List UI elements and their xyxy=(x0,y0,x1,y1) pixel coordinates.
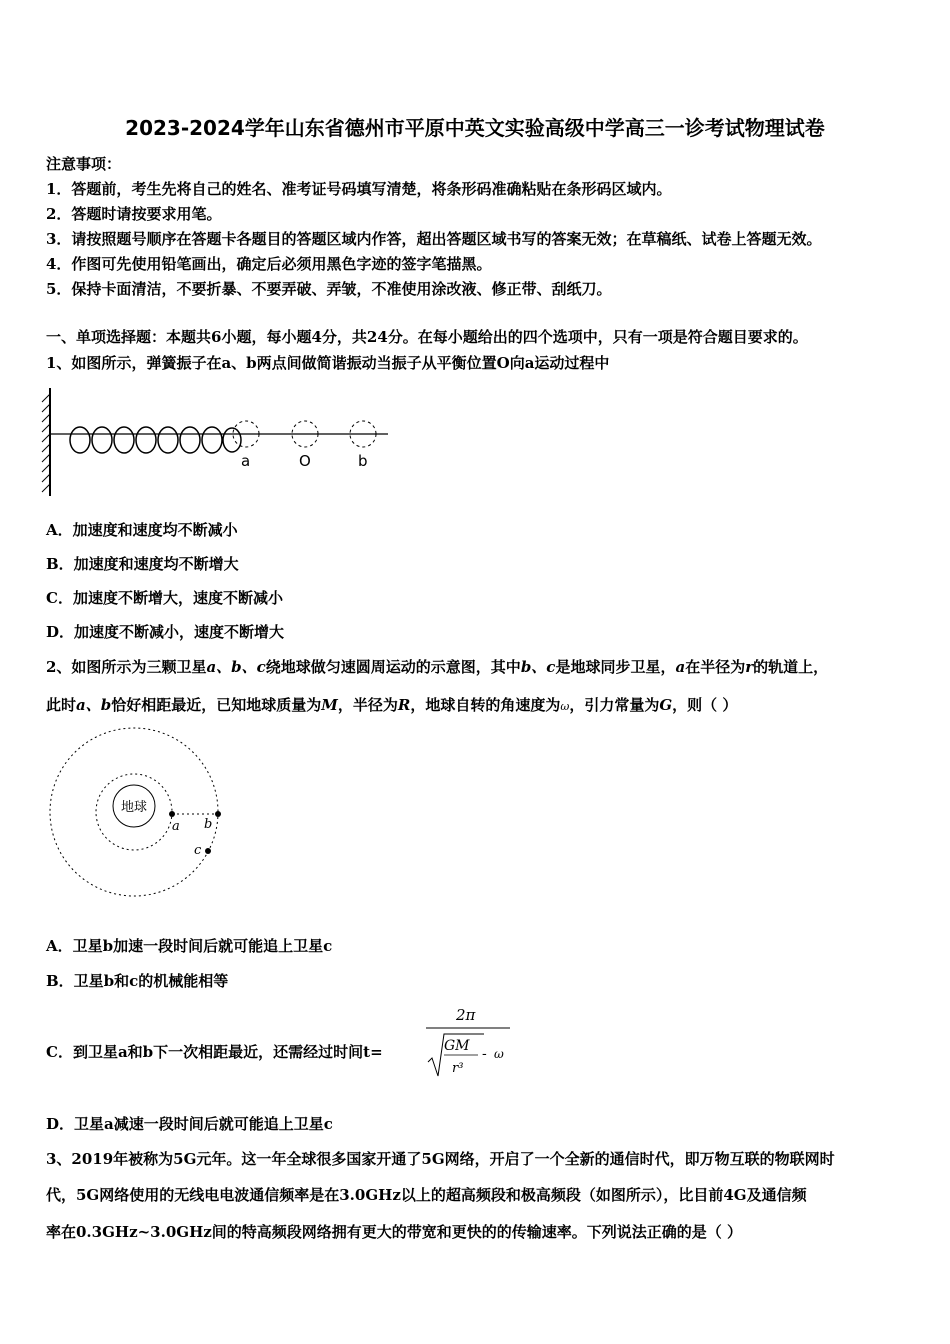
q2-var: M xyxy=(321,696,338,714)
page-title: 2023-2024学年山东省德州市平原中英文实验高级中学高三一诊考试物理试卷 xyxy=(125,116,825,140)
q1-option-c: C．加速度不断增大，速度不断减小 xyxy=(46,589,283,607)
q2-text: 的轨道上， xyxy=(753,658,829,676)
q2-option-d: D．卫星a减速一段时间后就可能追上卫星c xyxy=(46,1115,333,1133)
note-item: 1．答题前，考生先将自己的姓名、准考证号码填写清楚，将条形码准确粘贴在条形码区域内。 xyxy=(46,180,672,198)
spring-oscillator-figure xyxy=(38,382,398,502)
section-heading: 一、单项选择题：本题共6小题，每小题4分，共24分。在每小题给出的四个选项中，只有一项是符合题目要求的。 xyxy=(46,328,808,346)
q2-text: 此时 xyxy=(46,696,77,714)
fig-label-a: a xyxy=(241,452,251,470)
q2-option-a: A．卫星b加速一段时间后就可能追上卫星c xyxy=(46,937,333,955)
q2-text: ，半径为 xyxy=(337,696,398,714)
q2-stem-line1 xyxy=(46,656,828,677)
q2-var: r xyxy=(745,658,754,676)
note-item: 5．保持卡面清洁，不要折暴、不要弄破、弄皱，不准使用涂改液、修正带、刮纸刀。 xyxy=(46,280,612,298)
formula-numerator: 2π xyxy=(456,1006,476,1024)
q3-stem-line: 率在0.3GHz~3.0GHz间的特高频段网络拥有更大的带宽和更快的的传输速率。下列说法正确的是（ ） xyxy=(46,1223,742,1241)
q2-text: ，则（ ） xyxy=(672,696,738,714)
notes-heading: 注意事项： xyxy=(46,155,122,173)
q2-var: a xyxy=(675,658,686,676)
q2-var: R xyxy=(397,696,411,714)
q2-text: ，地球自转的角速度为 xyxy=(410,696,561,714)
note-item: 4．作图可先使用铅笔画出，确定后必须用黑色字迹的签字笔描黑。 xyxy=(46,255,492,273)
formula-omega: ω xyxy=(494,1047,504,1061)
q2-var: a、b xyxy=(76,696,112,714)
time-formula xyxy=(422,1002,522,1082)
q3-stem-line: 代，5G网络使用的无线电电波通信频率是在3.0GHz以上的超高频段和极高频段（如图所示），比目前4G及通信频 xyxy=(46,1186,807,1204)
formula-minus: - xyxy=(482,1046,487,1062)
q2-stem-line2 xyxy=(46,694,737,715)
formula-gm: GM xyxy=(444,1038,470,1054)
sat-label-a: a xyxy=(172,819,180,834)
satellite-orbit-figure xyxy=(44,724,234,904)
q2-var: b、c xyxy=(520,658,556,676)
q1-option-d: D．加速度不断减小，速度不断增大 xyxy=(46,623,285,641)
q2-var: a、b、c xyxy=(206,658,266,676)
sat-label-b: b xyxy=(204,817,213,832)
q2-text: 是地球同步卫星， xyxy=(555,658,676,676)
sat-label-c: c xyxy=(194,843,202,858)
q2-text: 恰好相距最近，已知地球质量为 xyxy=(111,696,322,714)
fig-label-o: O xyxy=(299,452,311,470)
note-item: 3．请按照题号顺序在答题卡各题目的答题区域内作答，超出答题区域书写的答案无效；在草稿纸、试卷上答题无效。 xyxy=(46,230,822,248)
q2-option-b: B．卫星b和c的机械能相等 xyxy=(46,972,229,990)
formula-r3: r³ xyxy=(452,1061,464,1076)
fig-label-b: b xyxy=(358,452,368,470)
q2-option-c: C．到卫星a和b下一次相距最近，还需经过时间t= xyxy=(46,1043,383,1061)
q1-option-a: A．加速度和速度均不断减小 xyxy=(46,521,238,539)
earth-label: 地球 xyxy=(121,800,148,815)
note-item: 2．答题时请按要求用笔。 xyxy=(46,205,222,223)
q1-option-b: B．加速度和速度均不断增大 xyxy=(46,555,239,573)
q2-text: 在半径为 xyxy=(685,658,746,676)
q2-text: 绕地球做匀速圆周运动的示意图，其中 xyxy=(265,658,521,676)
q1-stem: 1、如图所示，弹簧振子在a、b两点间做简谐振动当振子从平衡位置O向a运动过程中 xyxy=(46,354,610,372)
q2-var: ω xyxy=(560,700,570,713)
q2-text: ，引力常量为 xyxy=(569,696,660,714)
q3-stem-line: 3、2019年被称为5G元年。这一年全球很多国家开通了5G网络，开启了一个全新的通信时代，即万物互联的物联网时 xyxy=(46,1150,835,1168)
q2-var: G xyxy=(659,696,673,714)
q2-text: 2、如图所示为三颗卫星 xyxy=(46,658,207,676)
